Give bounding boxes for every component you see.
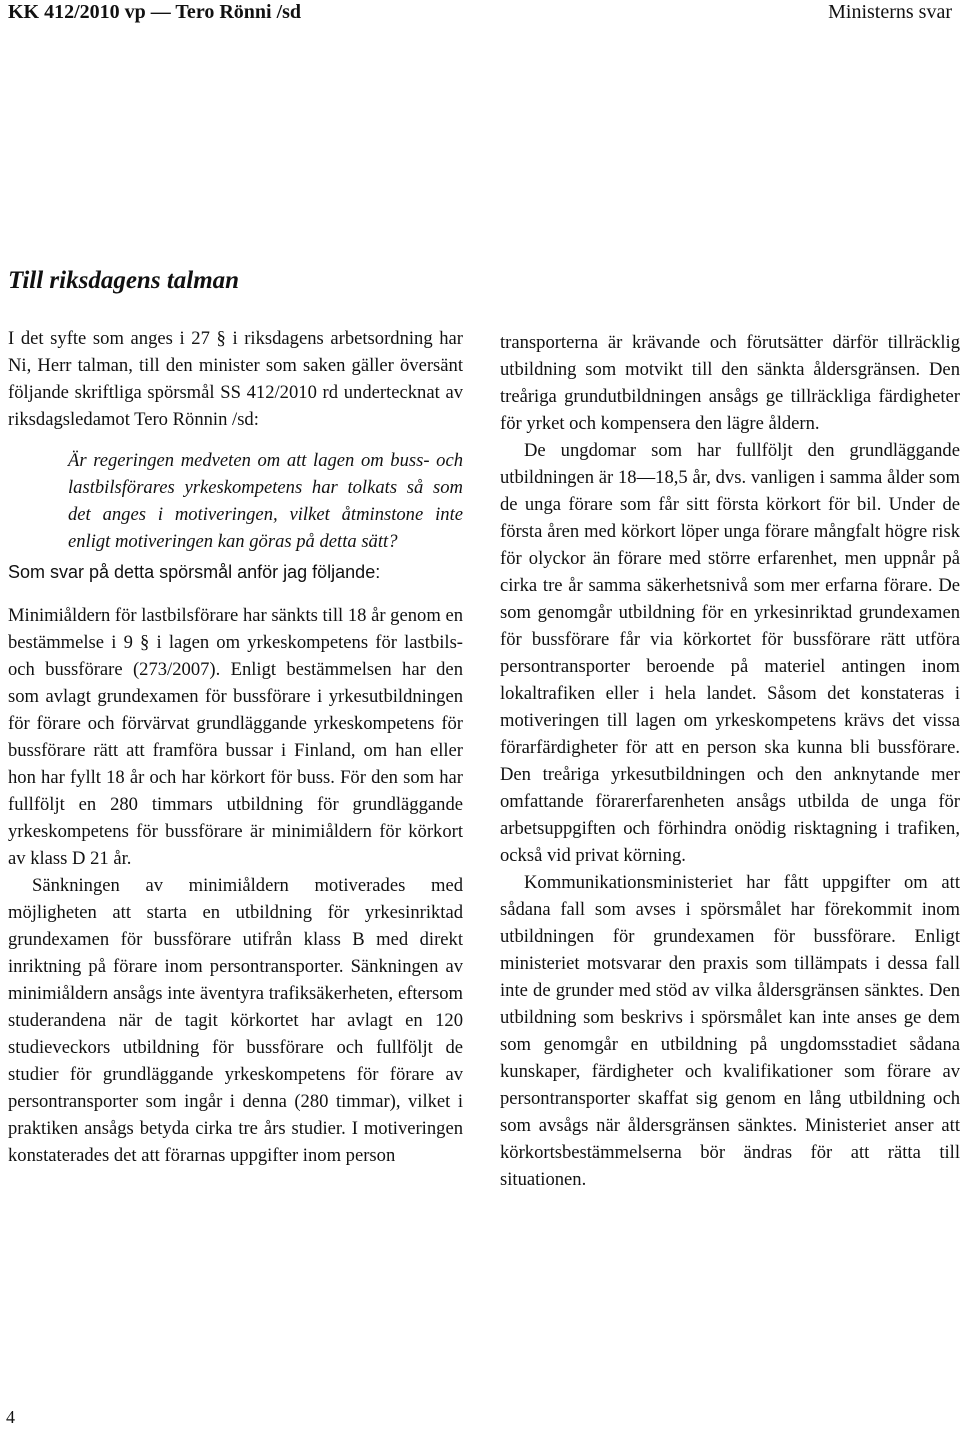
left-column bbox=[8, 325, 463, 1169]
body-paragraph: transporterna är krävande och förutsätter därför tillräcklig utbildning som motvikt till den sänkta åldersgränsen. Den treåriga grundutbildningen ansågs ge tillräckliga färdigheter för yrket och kompensera den lägre åldern. bbox=[500, 332, 960, 434]
body-paragraph: De ungdomar som har fullföljt den grundläggande utbildningen är 18—18,5 år, dvs. vanligen i samma ålder som de unga förare som får sitt första körkort för bil. Under de första åren med körkort löper unga förare mångfalt högre risk för olyckor än förare med större erfarenhet, men uppnår på cirka tre år samma säkerhetsnivå som mer erfarna förare. De som genomgår utbildning för en yrkesinriktad grundexamen för bussförare får via körkortet för bussförare rätt utföra persontransporter beroende på materiel antingen inom lokaltrafiken eller i hela landet. Såsom det konstateras i motiveringen till lagen om yrkeskompetens krävs det vissa förarfärdigheter för att en person ska kunna bli bussförare. Den treåriga yrkesutbildningen och den anknytande mer omfattande förarerfarenheten ansågs utbilda de unga för arbetsuppgiften och förhindra onödig risktagning i trafiken, också vid privat körning. bbox=[500, 440, 960, 866]
intro-paragraph: I det syfte som anges i 27 § i riksdagens arbetsordning har Ni, Herr talman, till den minister som saken gäller översänt följande skriftliga spörsmål SS 412/2010 rd undertecknat av riksdagsledamot Tero Rönnin /sd: bbox=[8, 328, 463, 430]
body-paragraph: Sänkningen av minimiåldern motiverades med möjligheten att starta en utbildning för yrkesinriktad grundexamen för bussförare utifrån klass B med direkt inriktning på förare inom persontransporter. Sänkningen av minimiåldern ansågs inte äventyra trafiksäkerheten, eftersom studerandena när de tagit körkortet har avlagt en 120 studieveckors utbildning för bussförare och fullföljt de studier för grundläggande yrkeskompetens för förare av persontransporter som ingår i denna (280 timmar), vilket i praktiken ansågs betyda cirka tre års studier. I motiveringen konstaterades det att förarnas uppgifter inom person bbox=[8, 875, 463, 1166]
header-document-reference: KK 412/2010 vp — Tero Rönni /sd bbox=[8, 1, 302, 23]
header-section-label: Ministerns svar bbox=[828, 1, 952, 23]
answer-lead: Som svar på detta spörsmål anför jag följande: bbox=[8, 562, 381, 582]
body-paragraph: Minimiåldern för lastbilsförare har sänkts till 18 år genom en bestämmelse i 9 § i lagen om yrkeskompetens för lastbils- och bussförare (273/2007). Enligt bestämmelsen har den som avlagt grundexamen för bussförare i yrkesutbildningen för förare och förvärvat grundläggande yrkeskompetens för bussförare rätt att framföra bussar i Finland, om han eller hon har fyllt 18 år och har körkort för buss. För den som har fullföljt en 280 timmars utbildning för grundläggande yrkeskompetens för bussförare är minimiåldern för körkort av klass D 21 år. bbox=[8, 605, 463, 869]
body-paragraph: Kommunikationsministeriet har fått uppgifter om att sådana fall som avses i spörsmålet har förekommit inom utbildningen för grundexamen för bussförare. Enligt ministeriet motsvarar den praxis som tillämpats i dessa fall inte de grunder med stöd av vilka åldersgränsen sänktes. Den utbildning som beskrivs i spörsmålet kan inte anses ge dem som genomgår en utbildning på ungdomsstadiet sådana kunskaper, färdigheter och kvalifikationer som förare av persontransporter skaffat sig genom en lång utbildning och som avsågs när åldersgränsen sänktes. Ministeriet anser att körkortsbestämmelserna bör ändras för att rätta till situationen. bbox=[500, 872, 960, 1190]
right-column bbox=[500, 329, 960, 1193]
question-quote: Är regeringen medveten om att lagen om buss- och lastbilsförares yrkeskompetens har tolkats så som det anges i motiveringen, vilket åtminstone inte enligt motiveringen kan göras på detta sätt? bbox=[68, 450, 463, 552]
page-number: 4 bbox=[6, 1407, 15, 1427]
page-header bbox=[8, 0, 952, 26]
document-title: Till riksdagens talman bbox=[8, 267, 240, 294]
